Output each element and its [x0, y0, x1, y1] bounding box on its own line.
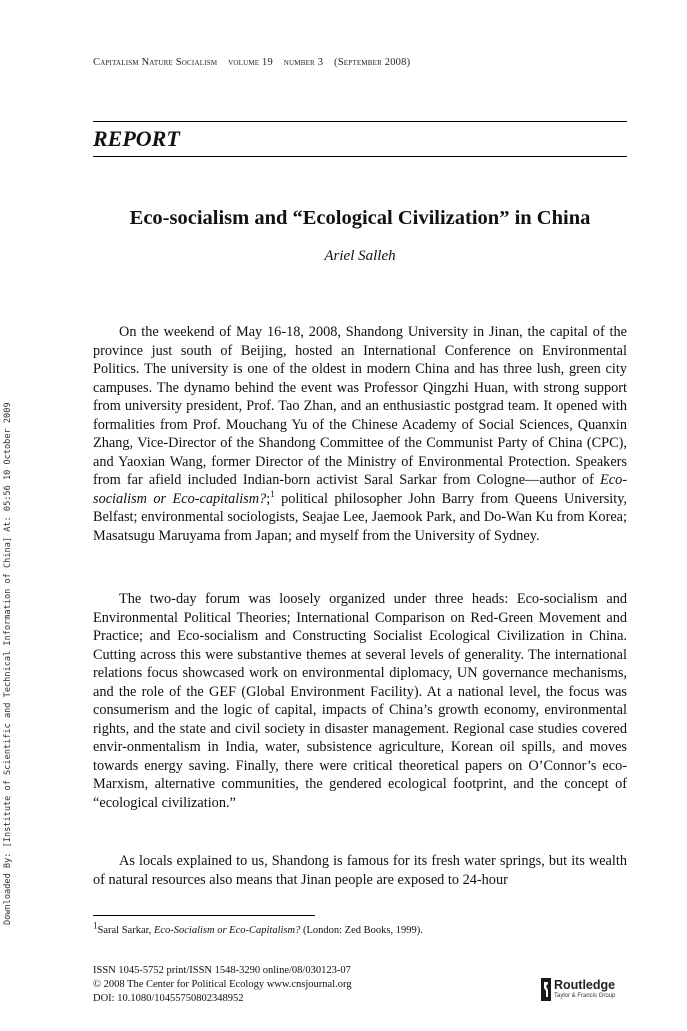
publisher-group: Taylor & Francis Group — [554, 993, 616, 999]
journal-volume: volume 19 — [228, 57, 273, 68]
journal-date: (September 2008) — [334, 57, 411, 68]
imprint — [93, 964, 352, 1006]
publisher-name: Routledge — [554, 978, 616, 992]
footnote — [93, 920, 423, 936]
body-paragraph-3: As locals explained to us, Shandong is famous for its fresh water springs, but its wealth of natural resources also means that Jinan people are exposed to 24-hour — [93, 853, 627, 888]
footnote-rule — [93, 915, 315, 916]
doi-line: DOI: 10.1080/10455750802348952 — [93, 993, 244, 1004]
article-title: Eco-socialism and “Ecological Civilization” in China — [129, 207, 591, 229]
p1-text-b: political philosopher John Barry from Queens University, Belfast; environmental sociologists, Seajae Lee, Jaemook Park, and Do-Wan Ku from Korea; Masatsugu Maruyama from Japan; and myself from the University of Sydney. — [93, 490, 628, 544]
section-bottom-rule — [93, 156, 627, 157]
footnote-text-before: Saral Sarkar, — [97, 925, 154, 936]
journal-name: Capitalism Nature Socialism — [93, 57, 218, 68]
journal-number: number 3 — [283, 57, 324, 68]
article-author: Ariel Salleh — [324, 248, 396, 264]
running-head — [93, 57, 410, 68]
publisher-logo — [541, 978, 615, 1001]
footnote-number: 1 — [93, 920, 98, 931]
body-paragraph-1: On the weekend of May 16-18, 2008, Shandong University in Jinan, the capital of the province just south of Beijing, hosted an International Conference on Environmental Politics. The university is one of the oldest in modern China and has three lush, green city campuses. The dynamo behind the event was Professor Qingzhi Huan, with strong support from university president, Prof. Tao Zhan, and an enthusiastic postgrad team. It opened with formalities from Prof. Mouchang Yu of the Chinese Academy of Social Sciences, Quanxin Zhang, Vice-Director of the Shandong Committee of the Communist Party of China (CPC), and Yaoxian Wang, former Director of the Ministry of Environmental Protection. Speakers from far afield included Indian-born activist Saral Sarkar from Cologne—author of Eco-socialism or Eco-capitalism?;$^1$ political philosopher John Barry from Queens University, Belfast; environmental sociologists, Seajae Lee, Jaemook Park, and Do-Wan Ku from Korea; Masatsugu Maruyama from Japan; and myself from the University of Sydney. — [93, 324, 628, 544]
p1-book-title: Eco-socialism or Eco-capitalism? — [93, 472, 627, 507]
footnote-book-title: Eco-Socialism or Eco-Capitalism? — [153, 925, 301, 936]
copyright-line: © 2008 The Center for Political Ecology www.cnsjournal.org — [93, 979, 352, 990]
download-watermark: Downloaded By: [Institute of Scientific and Technical Information of China] At: 05:56 10 October 2009 — [3, 402, 13, 925]
p1-text-a: On the weekend of May 16-18, 2008, Shandong University in Jinan, the capital of the province just south of Beijing, hosted an International Conference on Environmental Politics. The university is one of the oldest in modern China and has three lush, green city campuses. The dynamo behind the event was Professor Qingzhi Huan, with strong support from university president, Prof. Tao Zhan, and an enthusiastic postgrad team. It opened with formalities from Prof. Mouchang Yu of the Chinese Academy of Social Sciences, Quanxin Zhang, Vice-Director of the Shandong Committee of the Communist Party of China (CPC), and Yaoxian Wang, former Director of the Ministry of Environmental Protection. Speakers from far afield included Indian-born activist Saral Sarkar from Cologne—author of — [93, 324, 627, 488]
section-label: REPORT — [93, 126, 180, 151]
routledge-logo-icon — [541, 978, 551, 1001]
section-top-rule — [93, 121, 627, 122]
body-paragraph-2: The two-day forum was loosely organized under three heads: Eco-socialism and Environmental Political Theories; International Comparison on Red-Green Movement and Practice; and Eco-socialism and Constructing Socialist Ecological Civilization in China. Cutting across this were substantive themes at several levels of generality. The international relations focus showcased work on environmental diplomacy, UN governance mechanisms, and the role of the GEF (Global Environment Facility). At a national level, the focus was consumerism and the logic of capital, impacts of China’s growth economy, environmental rights, and the state and civil society in disaster management. Regional case studies covered envir-onmentalism in India, water, subsistence agriculture, Korean oil spills, and moves towards energy saving. Finally, there were critical theoretical papers on O’Connor’s eco-Marxism, alternative communities, the gendered ecological footprint, and the concept of “ecological civilization.” — [93, 591, 627, 811]
issn-line: ISSN 1045-5752 print/ISSN 1548-3290 online/08/030123-07 — [93, 965, 351, 976]
footnote-ref[interactable]: 1 — [270, 488, 275, 499]
footnote-text-after: (London: Zed Books, 1999). — [300, 925, 423, 936]
